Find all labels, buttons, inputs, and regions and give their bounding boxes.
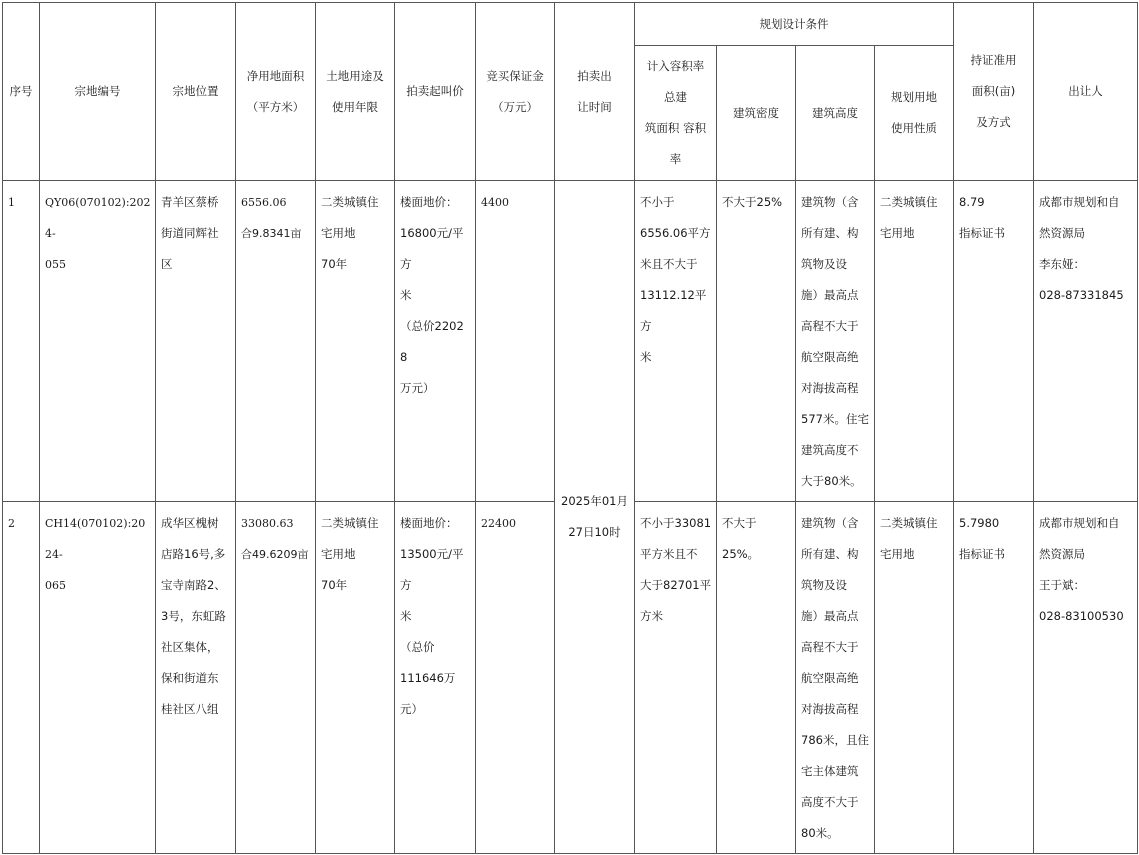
cell-line: 不大于 [722,516,757,530]
cell-net-area [236,181,316,502]
cell-content [717,181,795,218]
cell-line: 及方式 [976,115,1011,129]
cell-parcel-no [40,181,156,502]
cell-line: 70年 [321,578,348,592]
cell-content [156,502,235,725]
cell-line: 总建 [664,90,687,104]
cell-content [635,502,716,632]
cell-transferor [1034,502,1138,854]
cell-line: 高度不大于 [801,795,859,809]
cell-line: 航空限高绝 [801,671,859,685]
cell-planning-use [875,502,954,854]
cell-line: 065 [45,579,66,592]
cell-line: 平方米且不 [640,547,698,561]
cell-line: CH14(070102):2024- [45,517,146,561]
cell-line: 二类城镇住 [321,195,379,209]
cell-content [1034,502,1137,632]
cell-line: 高程不大于 [801,640,859,654]
cell-content [875,502,953,570]
cell-line: 青羊区蔡桥 [161,195,219,209]
cell-parcel-no [40,502,156,854]
cell-line: 使用年限 [332,99,378,114]
cell-line: 元） [400,702,423,716]
cell-line: 楼面地价： [400,195,458,209]
cell-line: 成都市规划和自 [1039,516,1120,530]
header-deposit [476,3,555,181]
cell-line: 宅用地 [321,226,356,240]
cell-line: 然资源局 [1039,226,1085,240]
cell-line: 对海拔高程 [801,702,859,716]
cell-line: 所有建、构 [801,547,859,561]
cell-line: 万元） [400,381,435,395]
header-row-1 [3,3,1138,46]
cell-line: 不大于25% [722,195,783,209]
cell-height [796,502,875,854]
cell-line: 二类城镇住 [880,195,938,209]
cell-line: 对海拔高程 [801,381,859,395]
cell-content [635,181,716,373]
cell-content: 2 [8,517,15,530]
cell-line: 规划用地 [891,90,937,104]
cell-line: 筑面积 容积 [644,121,707,135]
cell-line: 净用地面积 [246,68,305,83]
cell-line: 13112.12平方 [640,288,707,333]
cell-line: （总价 [400,640,435,654]
cell-line: 6556.06 [241,196,287,209]
cell-content [236,181,315,249]
cell-start-price [395,181,476,502]
cell-start-price [395,502,476,854]
cell-line: 店路16号,多 [161,547,226,561]
cell-line: 028-87331845 [1039,288,1124,302]
header-auction-time [555,3,635,181]
cell-transferor [1034,181,1138,502]
cell-line: 25%。 [722,547,760,561]
cell-net-area [236,502,316,854]
header-start-price: 拍卖起叫价 [395,3,476,181]
cell-content [395,502,475,725]
cell-content [717,502,795,570]
cell-density [717,181,796,502]
header-land-use [316,3,395,181]
table-row [3,181,1138,502]
cell-line: 3号，东虹路 [161,609,226,623]
cell-line: 2025年01月 [561,494,628,508]
land-auction-table [2,2,1138,854]
cell-line: 筑物及设 [801,578,847,592]
cell-location [156,502,236,854]
cell-line: 米且不大于 [640,257,698,271]
cell-line: 不小于33081 [640,516,712,530]
cell-line: 面积(亩) [971,84,1016,98]
cell-line: 区 [161,257,173,271]
cell-content [555,486,634,548]
header-certificate [954,3,1034,181]
header-far [635,46,717,181]
cell-content [40,181,155,280]
cell-line: 持证准用 [970,53,1017,67]
cell-land-use [316,502,395,854]
cell-line: 土地用途及 [326,68,384,83]
cell-line: 111646万 [400,671,456,685]
cell-planning-use [875,181,954,502]
cell-line: 拍卖出 [577,68,612,83]
cell-line: 8.79 [959,195,985,209]
cell-deposit [476,181,555,502]
cell-content [236,502,315,570]
cell-line: 施）最高点 [801,288,859,302]
cell-line: 然资源局 [1039,547,1085,561]
cell-line: 宅用地 [880,226,915,240]
cell-content [796,502,874,849]
cell-line: 米 [400,288,412,302]
cell-line: 让时间 [577,99,612,114]
header-net-area [236,3,316,181]
cell-line: 二类城镇住 [321,516,379,530]
cell-line: 5.7980 [959,516,1000,530]
cell-line: 合49.6209亩 [241,548,309,561]
cell-line: 竞买保证金 [486,68,544,83]
header-height: 建筑高度 [796,46,875,181]
cell-line: 楼面地价： [400,516,458,530]
cell-line: 成华区槐树 [161,516,219,530]
cell-line: 宝寺南路2、 [161,578,226,592]
cell-far [635,502,717,854]
cell-content [1034,181,1137,311]
cell-seq [3,502,40,854]
cell-content [954,181,1033,249]
cell-line: 指标证书 [959,547,1005,561]
cell-line: 高程不大于 [801,319,859,333]
cell-line: （平方米） [246,99,305,114]
header-transferor: 出让人 [1034,3,1138,181]
cell-line: 方米 [640,609,663,623]
cell-line: 大于82701平 [640,578,712,592]
cell-line: （总价22028 [400,319,464,364]
cell-far [635,181,717,502]
cell-line: 建筑物（含 [801,195,859,209]
cell-line: 16800元/平方 [400,226,464,271]
cell-line: 13500元/平方 [400,547,464,592]
cell-content: 4400 [481,196,509,209]
cell-line: 王于斌： [1039,578,1085,592]
cell-line: 不小于 [640,195,675,209]
cell-line: 33080.63 [241,517,294,530]
header-density: 建筑密度 [717,46,796,181]
header-seq: 序号 [3,3,40,181]
cell-line: 合9.8341亩 [241,227,302,240]
header-location: 宗地位置 [156,3,236,181]
cell-line: 055 [45,258,66,271]
cell-line: 街道同辉社 [161,226,219,240]
cell-content [316,181,394,280]
cell-line: 李东娅： [1039,257,1085,271]
cell-line: 80米。 [801,826,839,840]
cell-line: 桂社区八组 [161,702,219,716]
cell-line: QY06(070102):2024- [45,196,151,240]
cell-line: 指标证书 [959,226,1005,240]
cell-line: 率 [669,152,682,166]
cell-line: 成都市规划和自 [1039,195,1120,209]
cell-location [156,181,236,502]
cell-line: 航空限高绝 [801,350,859,364]
cell-line: 大于80米。 [801,474,862,488]
cell-content: 22400 [481,517,516,530]
cell-line: 使用性质 [891,121,937,135]
cell-certificate [954,502,1034,854]
cell-height [796,181,875,502]
cell-line: 577米。住宅 [801,412,869,426]
header-parcel-no: 宗地编号 [40,3,156,181]
cell-content: 1 [8,196,15,209]
cell-land-use [316,181,395,502]
header-planning-use [875,46,954,181]
cell-density [717,502,796,854]
cell-line: 028-83100530 [1039,609,1124,623]
cell-certificate [954,181,1034,502]
cell-auction-time [555,181,635,854]
cell-line: 27日10时 [568,525,621,539]
cell-content [40,502,155,601]
cell-content [156,181,235,280]
cell-line: 二类城镇住 [880,516,938,530]
cell-line: 建筑物（含 [801,516,859,530]
cell-line: 筑物及设 [801,257,847,271]
cell-deposit [476,502,555,854]
cell-line: 所有建、构 [801,226,859,240]
header-planning-group: 规划设计条件 [635,3,954,46]
cell-line: 建筑高度不 [801,443,859,457]
cell-content [954,502,1033,570]
cell-line: 786米，且住 [801,733,869,747]
cell-line: 社区集体， [161,640,219,654]
cell-line: （万元） [492,99,538,114]
cell-line: 宅用地 [880,547,915,561]
cell-line: 宅主体建筑 [801,764,859,778]
cell-content [796,181,874,497]
cell-line: 宅用地 [321,547,356,561]
cell-content [316,502,394,601]
cell-line: 6556.06平方 [640,226,711,240]
cell-line: 米 [640,350,652,364]
cell-line: 施）最高点 [801,609,859,623]
cell-line: 计入容积率 [646,59,705,73]
cell-line: 保和街道东 [161,671,219,685]
cell-line: 70年 [321,257,348,271]
cell-content [875,181,953,249]
cell-seq [3,181,40,502]
cell-line: 米 [400,609,412,623]
cell-content [395,181,475,404]
